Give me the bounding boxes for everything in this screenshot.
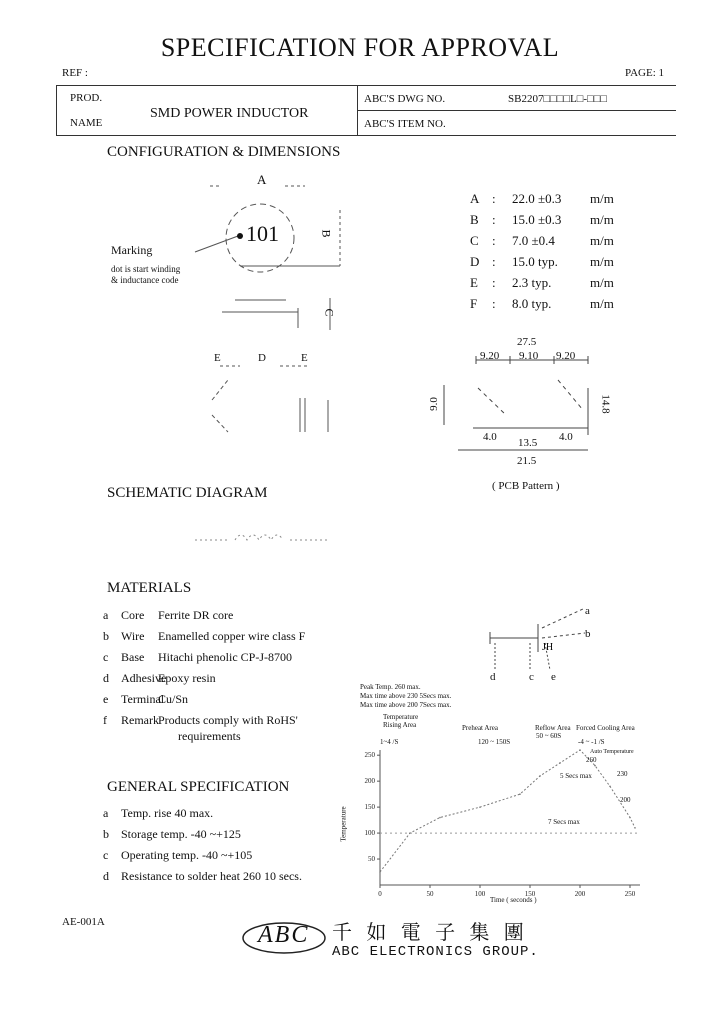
chart-zone-rising: Temperature Rising Area — [383, 713, 419, 729]
name-label: NAME — [70, 117, 103, 129]
chart-annot-7s: 7 Secs max — [548, 818, 580, 826]
marking-code: 101 — [246, 221, 279, 246]
pcb-pad-gap: 13.5 — [518, 437, 538, 449]
chart-note-2: Max time above 230 5Secs max. — [360, 692, 452, 700]
pcb-bottom-total: 21.5 — [517, 455, 537, 467]
material-letter: a — [103, 608, 109, 622]
dwg-label: ABC'S DWG NO. — [364, 93, 446, 105]
item-label: ABC'S ITEM NO. — [364, 118, 446, 130]
general-spec-letter: c — [103, 848, 109, 862]
dimension-unit: m/m — [590, 275, 614, 290]
general-spec-text: Storage temp. -40 ~+125 — [121, 827, 241, 841]
dimension-key: C — [470, 233, 479, 248]
material-letter: d — [103, 671, 109, 685]
pcb-top-total: 27.5 — [517, 336, 537, 348]
dimension-sep: : — [492, 212, 496, 227]
dimension-sep: : — [492, 254, 496, 269]
mat-diagram-label-c: c — [529, 671, 534, 683]
schematic-coil — [190, 530, 340, 550]
chart-point — [539, 775, 541, 777]
chart-point — [439, 817, 441, 819]
chart-note-3: Max time above 200 7Secs max. — [360, 701, 452, 709]
chart-point — [579, 749, 581, 751]
chart-x-tick-label: 100 — [474, 890, 486, 898]
general-spec-text: Operating temp. -40 ~+105 — [121, 848, 253, 862]
chart-xlabel: Time ( seconds ) — [490, 896, 537, 904]
company-name-cn: 千 如 電 子 集 團 — [332, 920, 528, 944]
logo-text: ABC — [258, 922, 310, 948]
dimension-value: 8.0 typ. — [512, 296, 552, 311]
materials-heading: MATERIALS — [107, 580, 192, 596]
chart-zone-cooling: Forced Cooling Area — [576, 724, 635, 732]
dim-b-label: B — [319, 229, 334, 238]
chart-annot-200: 200 — [620, 796, 631, 804]
dimension-unit: m/m — [590, 254, 614, 269]
dwg-value: SB2207□□□□L□-□□□ — [508, 93, 607, 105]
dimension-value: 2.3 typ. — [512, 275, 552, 290]
chart-annot-260: 260 — [586, 756, 597, 764]
dim-d-label: D — [258, 352, 266, 364]
dimension-sep: : — [492, 233, 496, 248]
material-name: Remark — [121, 713, 159, 727]
dimension-unit: m/m — [590, 191, 614, 206]
info-box-left-border — [56, 85, 57, 135]
dimension-key: D — [470, 254, 480, 269]
pcb-seg-left: 9.20 — [480, 350, 500, 362]
info-box-row-divider — [357, 110, 676, 111]
dimension-key: F — [470, 296, 478, 311]
mat-diagram-label-b: b — [585, 628, 591, 640]
pcb-pattern-drawing — [428, 330, 608, 470]
material-value: Products comply with RoHS' — [158, 713, 298, 727]
pcb-seg-right: 9.20 — [556, 350, 576, 362]
general-spec-letter: a — [103, 806, 109, 820]
document-title: SPECIFICATION FOR APPROVAL — [160, 33, 560, 62]
dimension-value: 7.0 ±0.4 — [512, 233, 555, 248]
general-spec-letter: d — [103, 869, 109, 883]
dimension-value: 15.0 typ. — [512, 254, 558, 269]
dimension-key: B — [470, 212, 479, 227]
page-label: PAGE: 1 — [625, 67, 665, 79]
general-spec-letter: b — [103, 827, 109, 841]
chart-ylabel: Temperature — [339, 806, 348, 842]
material-value: Cu/Sn — [158, 692, 189, 706]
dimension-value: 15.0 ±0.3 — [512, 212, 562, 227]
pcb-pad-left: 4.0 — [483, 431, 497, 443]
chart-zone-note-3: 50 ~ 60S — [536, 732, 562, 740]
dim-e-right-label: E — [301, 352, 308, 364]
marking-label: Marking — [111, 243, 153, 257]
pcb-caption: ( PCB Pattern ) — [492, 480, 560, 492]
marking-note-2: & inductance code — [111, 275, 179, 285]
chart-zone-note-2: 120 ~ 150S — [478, 738, 511, 746]
pcb-seg-mid: 9.10 — [519, 350, 539, 362]
material-letter: b — [103, 629, 109, 643]
pcb-pad-right: 4.0 — [559, 431, 573, 443]
ref-label: REF : — [62, 67, 88, 79]
remark-line-2: requirements — [178, 729, 241, 743]
chart-point — [629, 817, 631, 819]
chart-zone-reflow: Reflow Area — [535, 724, 571, 732]
chart-annot-5s: 5 Secs max — [560, 772, 592, 780]
chart-annot-auto: Auto Temperature — [590, 749, 634, 755]
info-box-top-border — [56, 85, 676, 86]
dim-a-label: A — [257, 172, 267, 187]
dimension-unit: m/m — [590, 212, 614, 227]
material-value: Hitachi phenolic CP-J-8700 — [158, 650, 292, 664]
material-name: Base — [121, 650, 145, 664]
chart-point — [634, 827, 636, 829]
chart-point — [379, 871, 381, 873]
general-heading: GENERAL SPECIFICATION — [107, 779, 290, 795]
chart-annot-230: 230 — [617, 770, 628, 778]
mat-diagram-label-a: a — [585, 605, 590, 617]
chart-y-tick-label: 100 — [364, 829, 375, 838]
dimension-key: E — [470, 275, 478, 290]
chart-zone-note-4: -4 ~ -1 /S — [578, 738, 605, 746]
general-spec-text: Resistance to solder heat 260 10 secs. — [121, 869, 302, 883]
dim-e-left-label: E — [214, 352, 221, 364]
dimension-sep: : — [492, 191, 496, 206]
dimension-sep: : — [492, 275, 496, 290]
chart-y-tick-label: 150 — [364, 803, 375, 812]
prod-label: PROD. — [70, 92, 103, 104]
chart-x-tick-label: 200 — [574, 890, 586, 898]
info-box-bottom-border — [56, 135, 676, 136]
material-name: Wire — [121, 629, 145, 643]
material-value: Epoxy resin — [158, 671, 216, 685]
chart-point — [594, 765, 596, 767]
materials-diagram — [480, 598, 610, 688]
chart-y-tick-label: 250 — [364, 751, 375, 760]
chart-zone-note-1: 1~4 /S — [380, 738, 399, 746]
material-value: Ferrite DR core — [158, 608, 234, 622]
marking-note-1: dot is start winding — [111, 264, 181, 274]
dim-c-label: C — [322, 308, 337, 317]
chart-y-tick-label: 200 — [364, 777, 375, 786]
svg-text:JH: JH — [542, 642, 554, 653]
mat-diagram-label-d: d — [490, 671, 496, 683]
dimension-sep: : — [492, 296, 496, 311]
general-spec-text: Temp. rise 40 max. — [121, 806, 214, 820]
material-name: Core — [121, 608, 145, 622]
chart-point — [559, 762, 561, 764]
schematic-heading: SCHEMATIC DIAGRAM — [107, 485, 268, 501]
start-winding-dot — [237, 233, 243, 239]
chart-note-1: Peak Temp. 260 max. — [360, 683, 421, 691]
chart-y-tick-label: 50 — [368, 855, 375, 864]
config-heading: CONFIGURATION & DIMENSIONS — [107, 144, 341, 160]
pcb-right-height: 14.8 — [599, 394, 612, 414]
chart-point — [479, 806, 481, 808]
company-name-en: ABC ELECTRONICS GROUP. — [332, 944, 539, 960]
chart-x-tick-label: 250 — [624, 890, 636, 898]
dimension-unit: m/m — [590, 233, 614, 248]
material-name: Adhesive — [121, 671, 167, 685]
dimension-value: 22.0 ±0.3 — [512, 191, 562, 206]
material-letter: f — [103, 713, 107, 727]
chart-x-tick-label: 50 — [426, 890, 434, 898]
pcb-left-height: 9.0 — [427, 397, 440, 411]
product-name: SMD POWER INDUCTOR — [150, 106, 309, 121]
dimension-unit: m/m — [590, 296, 614, 311]
chart-x-tick-label: 0 — [378, 890, 382, 898]
dimension-key: A — [470, 191, 480, 206]
mat-diagram-label-e: e — [551, 671, 556, 683]
material-letter: c — [103, 650, 109, 664]
form-code: AE-001A — [62, 916, 105, 928]
material-value: Enamelled copper wire class F — [158, 629, 306, 643]
material-letter: e — [103, 692, 109, 706]
chart-zone-preheat: Preheat Area — [462, 724, 498, 732]
chart-point — [609, 786, 611, 788]
chart-x-tick-label: 150 — [524, 890, 536, 898]
chart-series-line — [380, 750, 635, 872]
material-name: Terminal — [121, 692, 165, 706]
chart-point — [519, 793, 521, 795]
